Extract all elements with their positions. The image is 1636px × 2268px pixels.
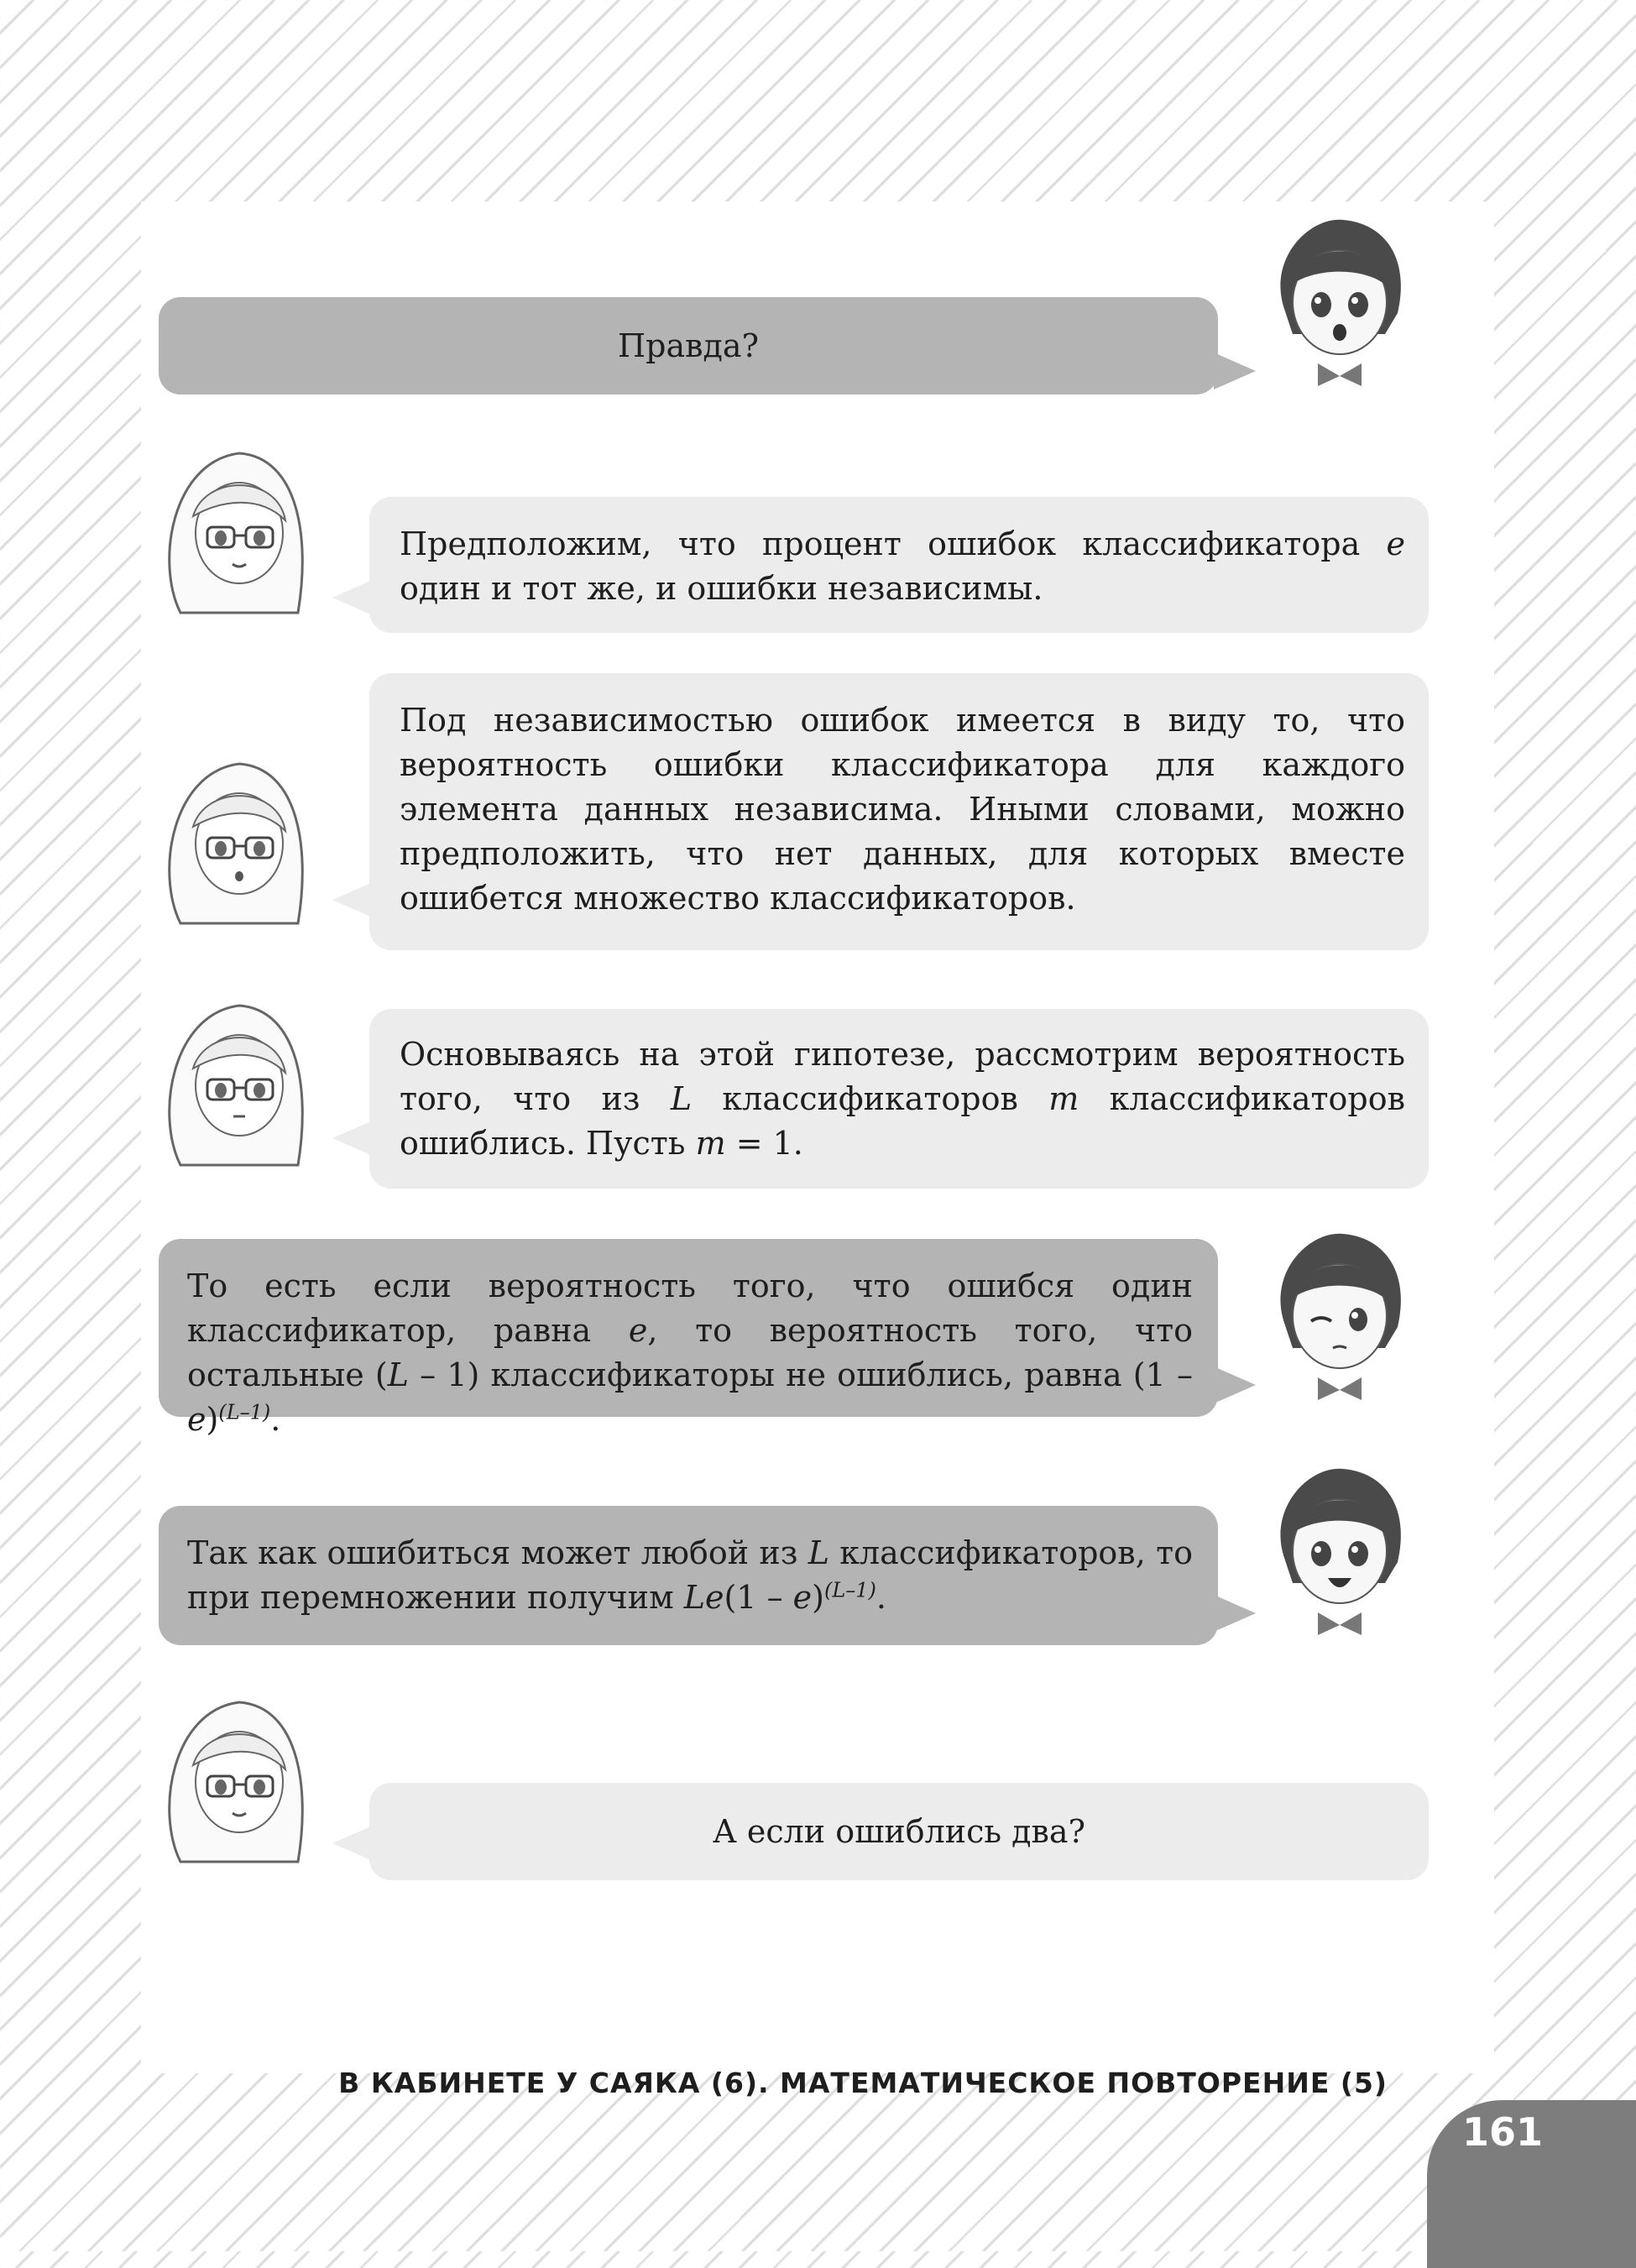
bubble-4-var-L: L xyxy=(670,1080,693,1117)
bubble-5-exponent: (L–1) xyxy=(218,1400,271,1424)
speech-bubble-5 xyxy=(159,1239,1218,1438)
avatar-short-hair-girl-surprised xyxy=(1259,208,1419,401)
speech-bubble-6 xyxy=(159,1506,1218,1645)
bubble-5-text-3: – 1) классификаторы не ошиблись, равна (1 – xyxy=(408,1356,1193,1393)
running-footer-title: В КАБИНЕТЕ У САЯКА (6). МАТЕМАТИЧЕСКОЕ ПОВТОРЕНИЕ (5) xyxy=(338,2067,1388,2099)
bubble-4-text-2: классификаторов xyxy=(692,1080,1049,1117)
bubble-5-text-4: ) xyxy=(206,1401,219,1438)
bubble-6-text-5: . xyxy=(875,1579,887,1616)
avatar-short-hair-girl-wincing xyxy=(1259,1222,1419,1415)
bubble-2-var-e: e xyxy=(1386,525,1405,562)
avatar-glasses-girl-thinking xyxy=(155,747,315,940)
bubble-6-text-1: Так как ошибиться может любой из xyxy=(187,1534,808,1571)
bubble-5-text-2: , то вероятность того, что остальные ( xyxy=(187,1312,1193,1393)
avatar-glasses-girl-smiling-2 xyxy=(155,1685,315,1879)
avatar-short-hair-girl-excited xyxy=(1259,1457,1419,1650)
bubble-2-text-1: Предположим, что процент ошибок классификатора xyxy=(400,525,1387,562)
bubble-3-tail xyxy=(332,881,374,918)
bubble-5-text-1: То есть если вероятность того, что ошибся один классификатор, равна xyxy=(187,1267,1193,1349)
bubble-2-tail xyxy=(332,579,374,616)
bubble-4-var-m2: m xyxy=(695,1125,726,1162)
bubble-4-tail xyxy=(332,1120,374,1157)
speech-bubble-2 xyxy=(369,497,1429,633)
bubble-6-exponent: (L–1) xyxy=(823,1578,876,1602)
speech-bubble-4 xyxy=(369,1009,1429,1189)
bubble-2-text-2: один и тот же, и ошибки независимы. xyxy=(400,570,1043,607)
bubble-7-tail xyxy=(332,1825,374,1862)
bubble-6-var-e: e xyxy=(792,1579,813,1616)
bubble-6-tail xyxy=(1214,1595,1256,1632)
avatar-glasses-girl-smiling xyxy=(155,436,315,630)
bubble-3-text: Под независимостью ошибок имеется в виду то, что вероятность ошибки классификатора для каждого элемента данных независима. Иными словами, можно предположить, что нет данных, для которых вместе ошибется множество классификаторов. xyxy=(400,702,1405,917)
bubble-1-tail xyxy=(1214,353,1256,389)
avatar-glasses-girl-explaining xyxy=(155,989,315,1182)
bubble-5-tail xyxy=(1214,1367,1256,1403)
speech-bubble-3 xyxy=(369,673,1429,950)
bubble-4-text-4: = 1. xyxy=(725,1125,803,1162)
bubble-6-var-L: L xyxy=(808,1534,829,1571)
bubble-7-text: А если ошиблись два? xyxy=(713,1812,1085,1850)
speech-bubble-1 xyxy=(159,297,1218,395)
page-number: 161 xyxy=(1462,2109,1544,2155)
bubble-4-text-1: Основываясь на этой гипотезе, рассмотрим вероятность того, что из xyxy=(400,1036,1405,1117)
bubble-4-var-m: m xyxy=(1048,1080,1079,1117)
bubble-1-text: Правда? xyxy=(618,327,759,364)
bubble-5-text-5: . xyxy=(270,1401,281,1438)
bubble-6-var-Le: Le xyxy=(683,1579,724,1616)
bubble-5-var-e2: e xyxy=(187,1401,206,1438)
bubble-6-text-4: ) xyxy=(812,1579,824,1616)
speech-bubble-7 xyxy=(369,1783,1429,1880)
bubble-6-text-3: (1 – xyxy=(724,1579,793,1616)
bubble-5-var-e: e xyxy=(628,1312,648,1349)
bubble-4-text-3: классификаторов ошиблись. Пусть xyxy=(400,1080,1405,1162)
bubble-5-var-L: L xyxy=(387,1356,409,1393)
bubble-6-text-2: классификаторов, то при перемножении получим xyxy=(187,1534,1193,1616)
